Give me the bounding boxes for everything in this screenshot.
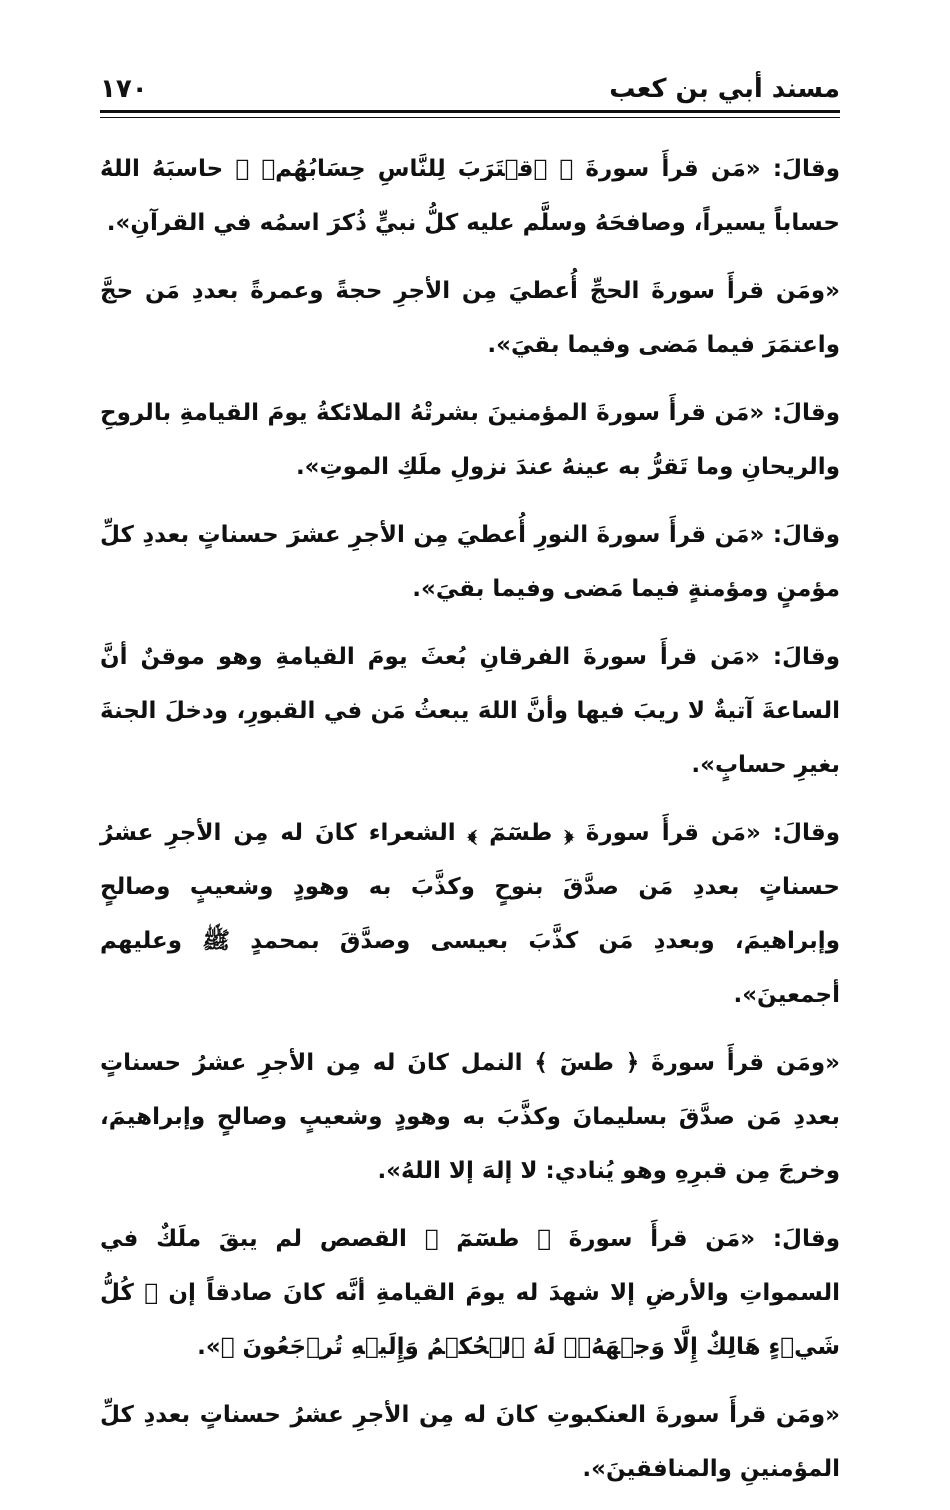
body-text: [100, 142, 840, 1496]
running-title: مسند أبي بن كعب: [609, 74, 840, 104]
paragraph: وقالَ: «مَن قرأَ سورةَ ﴿ طسٓمٓ ﴾ الشعراء كانَ له مِن الأجرِ عشرُ حسناتٍ بعددِ مَن صدَّقَ بنوحٍ وكذَّبَ به وهودٍ وشعيبٍ وصالحٍ وإبراهيمَ، وبعددِ مَن كذَّبَ بعيسى وصدَّقَ بمحمدٍ ﷺ وعليهم أجمعينَ».: [100, 820, 840, 1008]
header-rule-thick: [100, 110, 840, 113]
page-number: ١٧٠: [100, 74, 148, 104]
document-page: [100, 60, 840, 1510]
paragraph: وقالَ: «مَن قرأَ سورةَ المؤمنينَ بشرتْهُ الملائكةُ يومَ القيامةِ بالروحِ والريحانِ وما تَقرُّ به عينهُ عندَ نزولِ ملَكِ الموتِ».: [100, 400, 840, 480]
paragraph: «ومَن قرأَ سورةَ العنكبوتِ كانَ له مِن الأجرِ عشرُ حسناتٍ بعددِ كلِّ المؤمنينِ والمنافقينَ».: [100, 1402, 840, 1482]
paragraph: وقالَ: «مَن قرأَ سورةَ ﴿ طسٓمٓ ﴾ القصص لم يبقَ ملَكٌ في السمواتِ والأرضِ إلا شهدَ له يومَ القيامةِ أنَّه كانَ صادقاً إن ﴿ كُلُّ شَيۡءٍ هَالِكٌ إِلَّا وَجۡهَهُۥۚ لَهُ ٱلۡحُكۡمُ وَإِلَيۡهِ تُرۡجَعُونَ ﴾».: [100, 1226, 840, 1360]
paragraph: وقالَ: «مَن قرأَ سورةَ الفرقانِ بُعثَ يومَ القيامةِ وهو موقنٌ أنَّ الساعةَ آتيةٌ لا ريبَ فيها وأنَّ اللهَ يبعثُ مَن في القبورِ، ودخلَ الجنةَ بغيرِ حسابٍ».: [100, 644, 840, 778]
page-header: [100, 60, 840, 120]
paragraph: «ومَن قرأَ سورةَ الحجِّ أُعطيَ مِن الأجرِ حجةً وعمرةً بعددِ مَن حجَّ واعتمَرَ فيما مَضى وفيما بقيَ».: [100, 278, 840, 358]
paragraph: «ومَن قرأَ سورةَ ﴿ طسٓ ﴾ النمل كانَ له مِن الأجرِ عشرُ حسناتٍ بعددِ مَن صدَّقَ بسليمانَ وكذَّبَ به وهودٍ وشعيبٍ وصالحٍ وإبراهيمَ، وخرجَ مِن قبرِهِ وهو يُنادي: لا إلهَ إلا اللهُ».: [100, 1050, 840, 1184]
paragraph: وقالَ: «مَن قرأَ سورةَ النورِ أُعطيَ مِن الأجرِ عشرَ حسناتٍ بعددِ كلِّ مؤمنٍ ومؤمنةٍ فيما مَضى وفيما بقيَ».: [100, 522, 840, 602]
header-rule-thin: [100, 117, 840, 118]
paragraph: وقالَ: «مَن قرأَ سورةَ ﴿ ٱقۡتَرَبَ لِلنَّاسِ حِسَابُهُمۡ ﴾ حاسبَهُ اللهُ حساباً يسيراً، وصافحَهُ وسلَّم عليه كلُّ نبيٍّ ذُكرَ اسمُه في القرآنِ».: [100, 156, 840, 236]
